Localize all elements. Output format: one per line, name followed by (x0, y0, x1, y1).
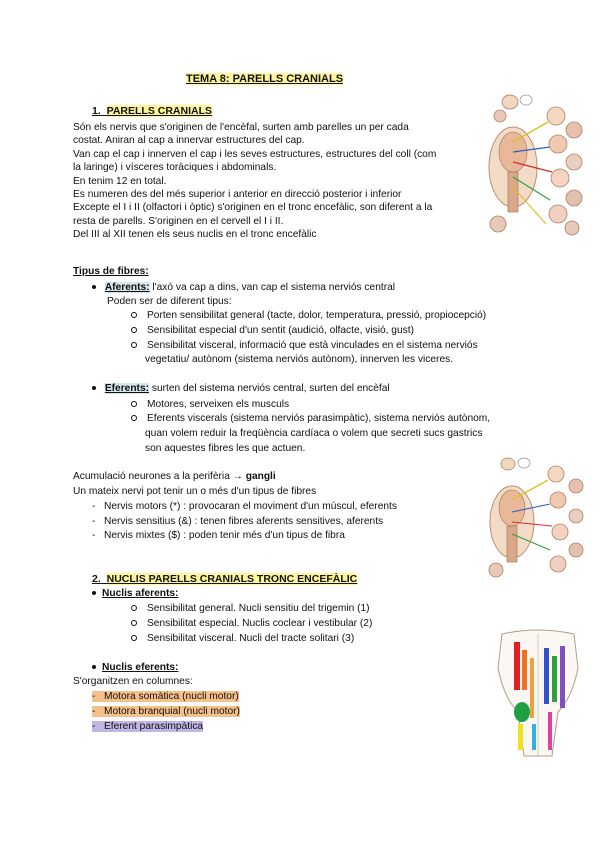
nuclis-aferents-item: Sensibilitat especial. Nuclis coclear i vestibular (2) (131, 618, 372, 629)
aferents-sub: Poden ser de diferent tipus: (107, 296, 232, 307)
text-line: Excepte el I i II (olfactori i òptic) s'originen en el tronc encefàlic, son diferent a la (73, 202, 433, 214)
column-item: - Eferent parasimpàtica (92, 721, 204, 732)
fibres-heading: Tipus de fibres: (73, 266, 149, 277)
nuclis-aferents-item: Sensibilitat visceral. Nucli del tracte solitari (3) (131, 633, 354, 644)
nerve-type-item: - Nervis mixtes ($) : poden tenir més d'un tipus de fibra (92, 530, 345, 541)
eferents-bullet: Eferents: surten del sistema nerviós central, surten del encèfal (92, 383, 390, 394)
nuclis-aferents-item: Sensibilitat general. Nucli sensitiu del trigemin (1) (131, 603, 370, 614)
text-line: resta de parells. S'originen en el cervell el I i II. (73, 215, 284, 227)
section-1-body (73, 121, 475, 242)
aferents-item: Sensibilitat especial d'un sentit (audició, olfacte, visió, gust) (131, 325, 414, 336)
circle-bullet-icon (131, 342, 137, 348)
organize-line: S'organitzen en columnes: (73, 676, 193, 687)
eferents-item: Eferents viscerals (sistema nerviós parasimpàtic), sistema nerviós autònom, (131, 413, 490, 424)
eferents-item: Motores, serveixen els musculs (131, 399, 289, 410)
cranial-nerves-figure-2 (478, 456, 588, 582)
nervi-line: Un mateix nervi pot tenir un o més d'un tipus de fibres (73, 486, 317, 497)
nuclis-eferents-heading: Nuclis eferents: (92, 662, 178, 673)
nuclis-aferents-heading: Nuclis aferents: (92, 588, 178, 599)
text-line: Es numeren des del més superior i anterior en direcció posterior i inferior (73, 189, 402, 201)
section-1-heading: 1. PARELLS CRANIALS (92, 105, 212, 117)
nerve-type-item: - Nervis sensitius (&) : tenen fibres aferents sensitives, aferents (92, 516, 384, 527)
bullet-icon (92, 665, 96, 669)
aferents-item: Porten sensibilitat general (tacte, dolor, temperatura, pressió, propiocepció) (131, 310, 486, 321)
circle-bullet-icon (131, 415, 137, 421)
circle-bullet-icon (131, 605, 137, 611)
text-line: la laringe) i vísceres toràciques i abdominals. (73, 162, 277, 174)
bullet-icon (92, 386, 96, 390)
circle-bullet-icon (131, 327, 137, 333)
aferents-item-cont: vegetatiu/ autònom (sistema nerviós autònom), innerven les viceres. (145, 354, 454, 365)
column-item: - Motora somàtica (nucli motor) (92, 691, 239, 702)
text-line: costat. Aniran al cap a innervar estructures del cap. (73, 135, 305, 147)
text-line: Són els nervis que s'originen de l'encèfal, surten amb parelles un per cada (73, 122, 409, 133)
section-2-heading: 2. NUCLIS PARELLS CRANIALS TRONC ENCEFÀLIC (92, 573, 358, 585)
circle-bullet-icon (131, 401, 137, 407)
eferents-item-cont: son aquestes fibres les que actuen. (145, 443, 306, 454)
circle-bullet-icon (131, 312, 137, 318)
circle-bullet-icon (131, 635, 137, 641)
bullet-icon (92, 285, 96, 289)
text-line: Van cap el cap i innerven el cap i les seves estructures, estructures del coll (com (73, 148, 437, 160)
text-line: Del III al XII tenen els seus nuclis en el tronc encefàlic (73, 229, 317, 241)
brainstem-nuclei-figure (492, 628, 584, 760)
circle-bullet-icon (131, 620, 137, 626)
page-title: TEMA 8: PARELLS CRANIALS (186, 73, 344, 85)
bullet-icon (92, 591, 96, 595)
text-line: En tenim 12 en total. (73, 175, 167, 187)
column-item: - Motora branquial (nucli motor) (92, 706, 240, 717)
aferents-bullet: Aferents: l'axó va cap a dins, van cap el sistema nerviós central (92, 282, 395, 293)
aferents-item: Sensibilitat visceral, informació que està vinculades en el sistema nerviós (131, 340, 478, 351)
eferents-item-cont: quan volem reduir la freqüència cardíaca o volem que secreti sucs gastrics (145, 428, 483, 439)
gangli-line: Acumulació neurones a la perifèria → gangli (73, 471, 276, 482)
nerve-type-item: - Nervis motors (*) : provocaran el moviment d'un múscul, eferents (92, 501, 397, 512)
cranial-nerves-figure-1 (478, 92, 586, 240)
